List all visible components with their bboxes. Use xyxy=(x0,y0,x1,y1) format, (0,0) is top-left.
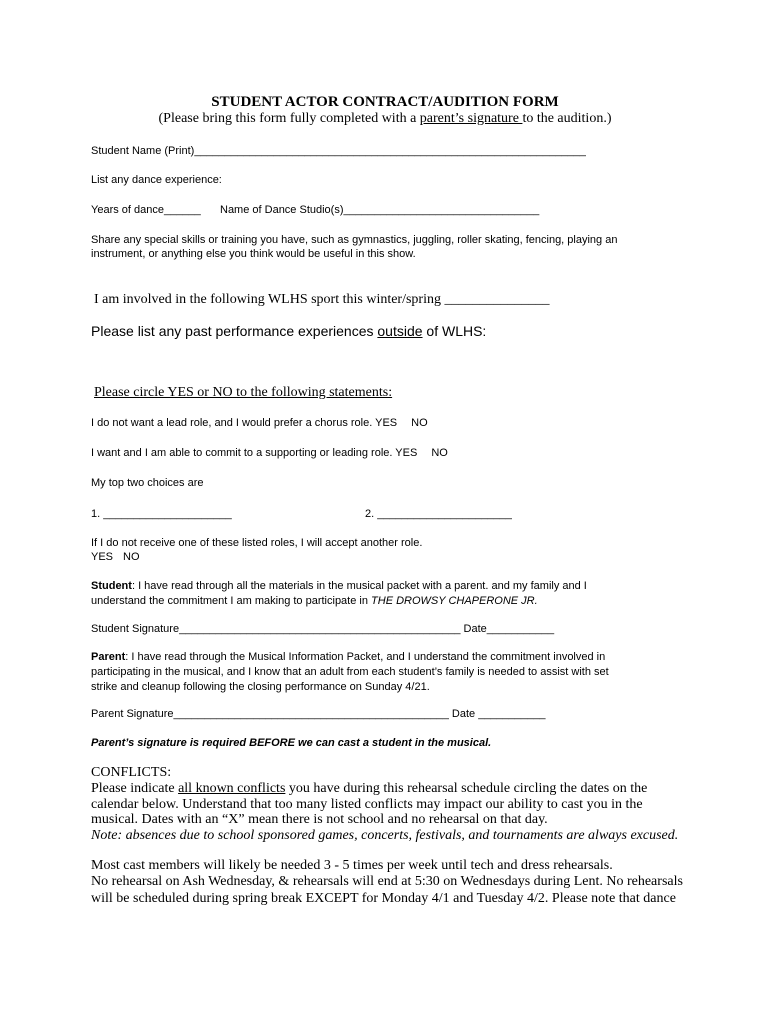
supporting-role-statement xyxy=(91,447,448,459)
choice-2-field[interactable]: 2. ______________________ xyxy=(365,508,512,520)
choice-1-field[interactable]: 1. _____________________ xyxy=(91,508,232,520)
student-label: Student xyxy=(91,580,132,592)
conflicts-line1-post: you have during this rehearsal schedule circling the dates on the xyxy=(285,781,648,796)
skills-text-line1: Share any special skills or training you have, such as gymnastics, juggling, roller skating, fencing, playing an xyxy=(91,234,618,246)
other-role-options xyxy=(91,551,140,563)
past-performance-outside: outside xyxy=(377,323,423,339)
subtitle-text-pre: (Please bring this form fully completed with a xyxy=(158,111,420,126)
form-subtitle xyxy=(0,111,770,127)
conflicts-line3: musical. Dates with an “X” mean there is not school and no rehearsal on that day. xyxy=(91,812,548,827)
past-performance-prompt xyxy=(91,323,486,339)
parent-signature-required-note: Parent’s signature is required BEFORE we can cast a student in the musical. xyxy=(91,737,492,749)
conflicts-heading: CONFLICTS: xyxy=(91,765,172,780)
supporting-role-no[interactable]: NO xyxy=(431,447,448,459)
conflicts-line1 xyxy=(91,781,647,797)
parent-agreement-text1: : I have read through the Musical Information Packet, and I understand the commitment involved in xyxy=(125,651,606,663)
statements-heading: Please circle YES or NO to the following statements: xyxy=(94,385,393,400)
parent-label: Parent xyxy=(91,651,126,663)
past-performance-pre: Please list any past performance experiences xyxy=(91,323,378,339)
parent-agreement-line2: participating in the musical, and I know that an adult from each student’s family is needed to assist with set xyxy=(91,666,609,678)
other-role-no[interactable]: NO xyxy=(123,551,140,563)
rehearsal-line3: will be scheduled during spring break EXCEPT for Monday 4/1 and Tuesday 4/2. Please note that dance xyxy=(91,891,676,906)
student-agreement-line1 xyxy=(91,580,587,592)
conflicts-note: Note: absences due to school sponsored games, concerts, festivals, and tournaments are always excused. xyxy=(91,828,679,843)
conflicts-all-known: all known conflicts xyxy=(178,781,286,796)
student-signature-field[interactable]: Student Signature______________________________________________ Date___________ xyxy=(91,623,555,635)
parent-signature-field[interactable]: Parent Signature_____________________________________________ Date ___________ xyxy=(91,708,546,720)
subtitle-parent-signature: parent’s signature xyxy=(419,111,523,126)
lead-role-text: I do not want a lead role, and I would prefer a chorus role. YES xyxy=(91,417,398,429)
student-name-field[interactable]: Student Name (Print)________________________________________________________________ xyxy=(91,145,586,157)
past-performance-post: of WLHS: xyxy=(422,323,487,339)
student-agreement-text1: : I have read through all the materials in the musical packet with a parent. and my family and I xyxy=(131,580,587,592)
student-agreement-text2: understand the commitment I am making to participate in xyxy=(91,595,372,607)
other-role-statement: If I do not receive one of these listed roles, I will accept another role. xyxy=(91,537,423,549)
other-role-yes[interactable]: YES xyxy=(91,551,114,563)
years-of-dance-field[interactable]: Years of dance______ xyxy=(91,204,201,216)
form-title: STUDENT ACTOR CONTRACT/AUDITION FORM xyxy=(211,94,559,110)
parent-agreement-line1 xyxy=(91,651,605,663)
student-agreement-line2 xyxy=(91,595,538,607)
rehearsal-line2: No rehearsal on Ash Wednesday, & rehearsals will end at 5:30 on Wednesdays during Lent. No rehearsals xyxy=(91,874,683,889)
skills-text-line2: instrument, or anything else you think would be useful in this show. xyxy=(91,248,416,260)
lead-role-no[interactable]: NO xyxy=(411,417,428,429)
conflicts-line1-pre: Please indicate xyxy=(91,781,179,796)
sport-field[interactable]: I am involved in the following WLHS sport this winter/spring _______________ xyxy=(94,292,550,307)
top-choices-label: My top two choices are xyxy=(91,477,204,489)
supporting-role-text: I want and I am able to commit to a supporting or leading role. YES xyxy=(91,447,418,459)
dance-experience-label: List any dance experience: xyxy=(91,174,222,186)
lead-role-statement xyxy=(91,417,428,429)
dance-studio-field[interactable]: Name of Dance Studio(s)________________________________ xyxy=(220,204,540,216)
rehearsal-line1: Most cast members will likely be needed 3 - 5 times per week until tech and dress rehearsals. xyxy=(91,858,613,873)
parent-agreement-line3: strike and cleanup following the closing performance on Sunday 4/21. xyxy=(91,681,430,693)
subtitle-text-post: to the audition.) xyxy=(522,111,612,126)
conflicts-line2: calendar below. Understand that too many listed conflicts may impact our ability to cast you in the xyxy=(91,797,643,812)
show-title: THE DROWSY CHAPERONE JR. xyxy=(371,595,538,607)
